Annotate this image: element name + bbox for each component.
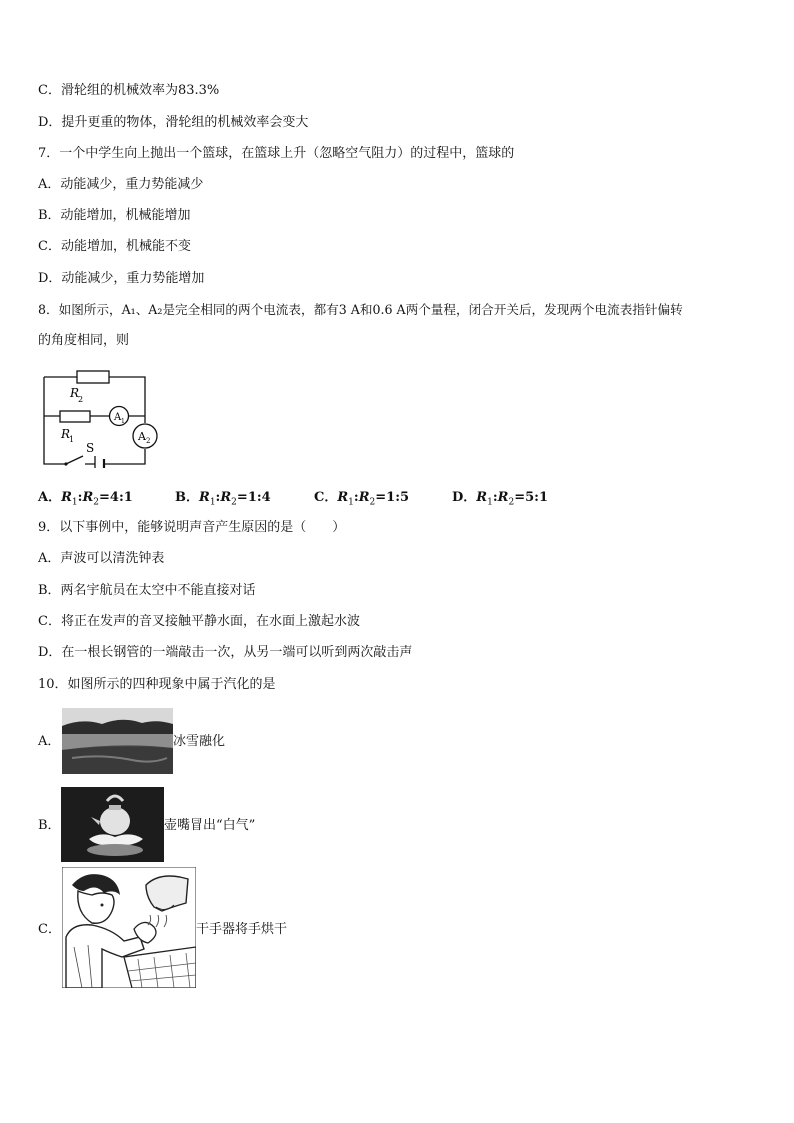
q7-option-c: C．动能增加，机械能不变: [38, 239, 191, 254]
q10-option-b-letter: B．: [38, 818, 61, 833]
q10-option-a-letter: A．: [38, 734, 61, 749]
drawing-hand-dryer: [62, 867, 196, 988]
r2-sub: 2: [78, 395, 84, 404]
r1-sub: 1: [69, 435, 75, 444]
q10-option-c-caption: 干手器将手烘干: [196, 922, 288, 937]
q7-option-a: A．动能减少，重力势能减少: [38, 177, 204, 192]
q10-option-c-letter: C．: [38, 922, 61, 937]
q8-option-a: A．$R_1:R_2=4:1$: [38, 490, 133, 508]
resistor-r2: [77, 371, 109, 383]
q6-option-c: C．滑轮组的机械效率为83.3%: [38, 83, 220, 98]
switch-s: [66, 456, 83, 464]
switch-label: S: [86, 441, 95, 455]
q9-option-a: A．声波可以清洗钟表: [38, 551, 165, 566]
q9-option-d: D．在一根长钢管的一端敲击一次，从另一端可以听到两次敲击声: [38, 645, 413, 660]
q7-option-d: D．动能减少，重力势能增加: [38, 271, 205, 286]
q6-option-d: D．提升更重的物体，滑轮组的机械效率会变大: [38, 115, 309, 130]
circuit-diagram: [38, 368, 168, 468]
q9-stem: 9．以下事例中，能够说明声音产生原因的是（ ）: [38, 520, 346, 535]
q9-option-c: C．将正在发声的音叉接触平静水面，在水面上激起水波: [38, 614, 360, 629]
photo-snow-melting: [62, 708, 173, 774]
a1-label: A: [114, 412, 122, 423]
q10-stem: 10．如图所示的四种现象中属于汽化的是: [38, 677, 276, 692]
resistor-r1: [60, 411, 90, 422]
q7-option-b: B．动能增加，机械能增加: [38, 208, 191, 223]
a2-label: A: [138, 430, 146, 443]
q8-stem-line2: 的角度相同，则: [38, 333, 130, 348]
r1-label: R: [61, 427, 71, 441]
q8-option-b: B．$R_1:R_2=1:4$: [175, 490, 271, 508]
q7-stem: 7．一个中学生向上抛出一个篮球，在篮球上升（忽略空气阻力）的过程中，篮球的: [38, 146, 515, 161]
q8-option-d: D．$R_1:R_2=5:1$: [452, 490, 548, 508]
photo-kettle-steam: [61, 787, 164, 862]
q9-option-b: B．两名宇航员在太空中不能直接对话: [38, 583, 256, 598]
a2-sub: 2: [146, 437, 151, 445]
q8-option-c: C．$R_1:R_2=1:5$: [314, 490, 410, 508]
q8-stem-line1: 8．如图所示，A₁、A₂是完全相同的两个电流表，都有3 A和0.6 A两个量程，闭合开关后，发现两个电流表指针偏转: [38, 302, 683, 317]
q10-option-b-caption: 壶嘴冒出“白气”: [164, 818, 256, 833]
r2-label: R: [70, 386, 80, 400]
a1-sub: 1: [121, 418, 125, 425]
q10-option-a-caption: 冰雪融化: [173, 734, 226, 749]
